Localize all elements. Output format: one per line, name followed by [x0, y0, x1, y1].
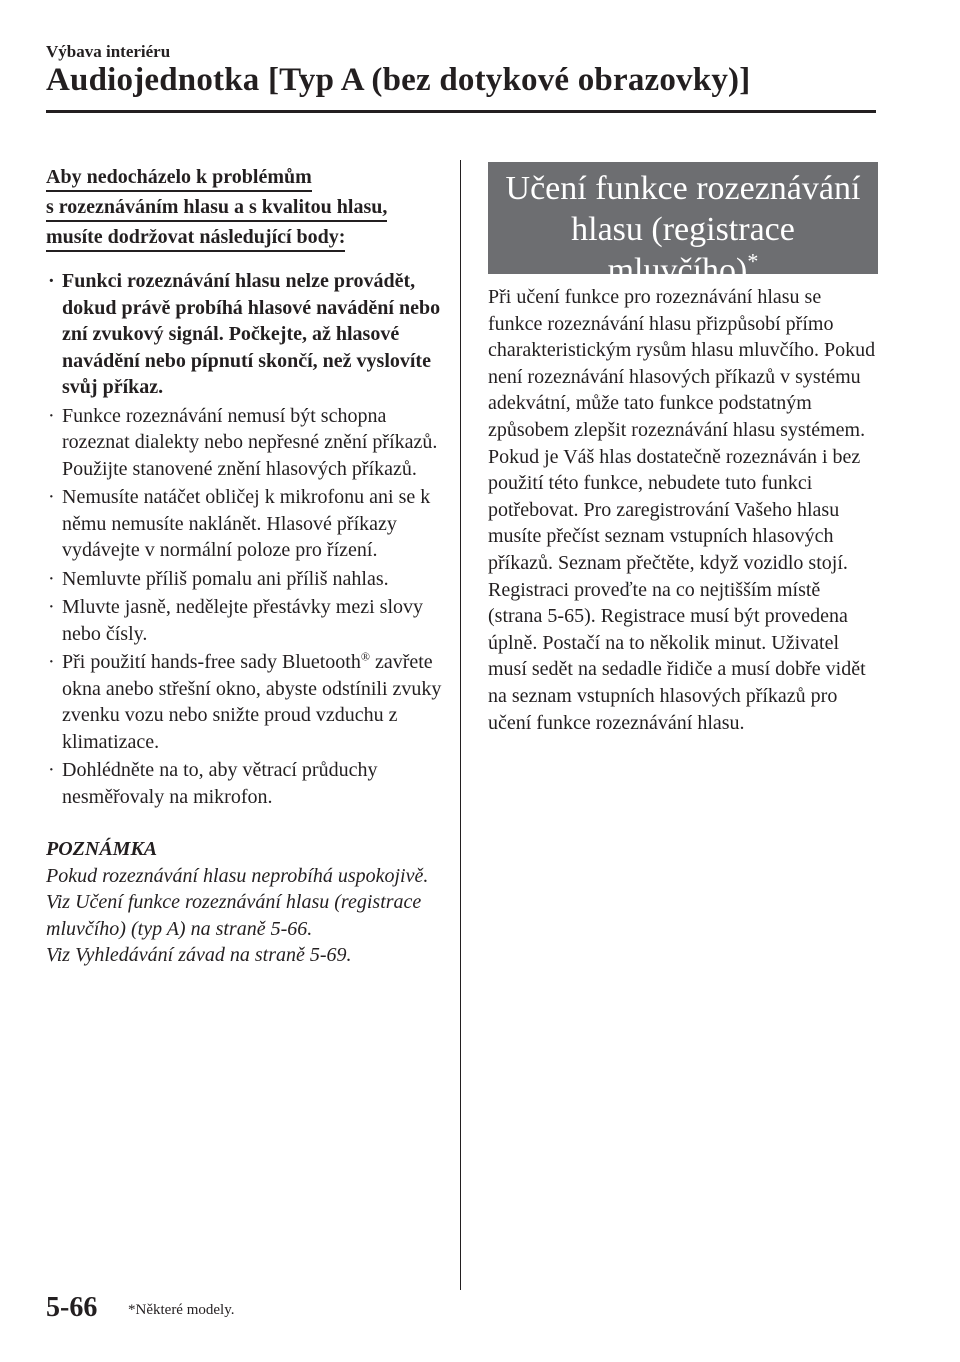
list-item	[46, 649, 446, 755]
list-item	[46, 594, 446, 647]
page-number: 5-66	[46, 1292, 98, 1323]
registered-mark: ®	[360, 649, 370, 664]
list-item	[46, 484, 446, 564]
list-item-text: Nemluvte příliš pomalu ani příliš nahlas.	[62, 567, 389, 590]
list-item	[46, 403, 446, 483]
list-item-text: Funkce rozeznávání nemusí být schopna rozeznat dialekty nebo nepřesné znění příkazů. Použijte stanovené znění hlasových příkazů.	[62, 404, 438, 480]
left-column	[46, 164, 446, 969]
bullet-icon: ·	[48, 567, 55, 590]
banner-title: Učení funkce rozeznávání hlasu (registrace mluvčího)	[505, 170, 861, 289]
bullet-icon: ·	[48, 486, 55, 508]
column-divider	[460, 160, 461, 1290]
precautions-list	[46, 268, 446, 810]
list-item	[46, 566, 446, 593]
list-item-text: Při použití hands-free sady Bluetooth	[62, 651, 361, 673]
heading-line: musíte dodržovat následující body:	[46, 224, 345, 252]
list-item	[46, 757, 446, 810]
page-title: Audiojednotka [Typ A (bez dotykové obrazovky)]	[46, 62, 751, 98]
footnote: *Některé modely.	[128, 1302, 235, 1318]
note-line: Pokud rozeznávání hlasu neprobíhá uspokojivě.	[46, 864, 429, 887]
bullet-icon: ·	[48, 270, 55, 292]
section-banner	[488, 162, 878, 289]
heading-line: s rozeznáváním hlasu a s kvalitou hlasu,	[46, 194, 387, 222]
body-paragraph: Při učení funkce pro rozeznávání hlasu se funkce rozeznávání hlasu přizpůsobí přímo charakteristickým rysům hlasu mluvčího. Pokud není rozeznávání hlasových příkazů v systému adekvátní, může tato funkce podstatným způsobem zlepšit rozeznávání hlasu systémem. Pokud je Váš hlas dostatečně rozeznáván i bez použití této funkce, nebudete tuto funkci potřebovat. Pro zaregistrování Vašeho hlasu musíte přečíst seznam vstupních hlasových příkazů. Seznam přečtěte, když vozidlo stojí. Registraci proveďte na co nejtišším místě (strana 5-65). Registrace musí být provedena úplně. Postačí na to několik minut. Uživatel musí sedět na sedadle řidiče a musí dobře vidět na seznam vstupních hlasových příkazů pro učení funkce rozeznávání hlasu.	[488, 286, 876, 734]
bullet-icon: ·	[48, 596, 55, 618]
list-item-text: Funkci rozeznávání hlasu nelze provádět, dokud právě probíhá hlasové navádění nebo zní zvukový signál. Počkejte, až hlasové navádění nebo pípnutí skončí, než vyslovíte svůj příkaz.	[62, 270, 441, 398]
list-item-text: Mluvte jasně, nedělejte přestávky mezi slovy nebo čísly.	[62, 596, 424, 645]
asterisk-mark: *	[747, 248, 759, 274]
title-divider	[46, 110, 876, 113]
bullet-icon: ·	[48, 404, 55, 427]
list-item	[46, 268, 446, 401]
precautions-heading	[46, 164, 446, 254]
note-title: POZNÁMKA	[46, 838, 158, 860]
heading-line: Aby nedocházelo k problémům	[46, 164, 312, 192]
section-label: Výbava interiéru	[46, 42, 171, 61]
list-item-text: Dohlédněte na to, aby větrací průduchy nesměřovaly na mikrofon.	[62, 759, 378, 808]
note-block	[46, 836, 446, 969]
bullet-icon: ·	[48, 651, 55, 673]
note-line: Viz Vyhledávání závad na straně 5-69.	[46, 944, 352, 966]
right-column	[488, 162, 878, 736]
list-item-text: zavřete okna anebo střešní okno, abyste odstínili zvuky zvenku vozu nebo snižte proud vzduchu z klimatizace.	[62, 651, 442, 753]
bullet-icon: ·	[48, 759, 55, 781]
list-item-text: Nemusíte natáčet obličej k mikrofonu ani se k němu nemusíte naklánět. Hlasové příkazy vydávejte v normální poloze pro řízení.	[62, 486, 431, 561]
note-line: Viz Učení funkce rozeznávání hlasu (registrace mluvčího) (typ A) na straně 5-66.	[46, 891, 422, 940]
